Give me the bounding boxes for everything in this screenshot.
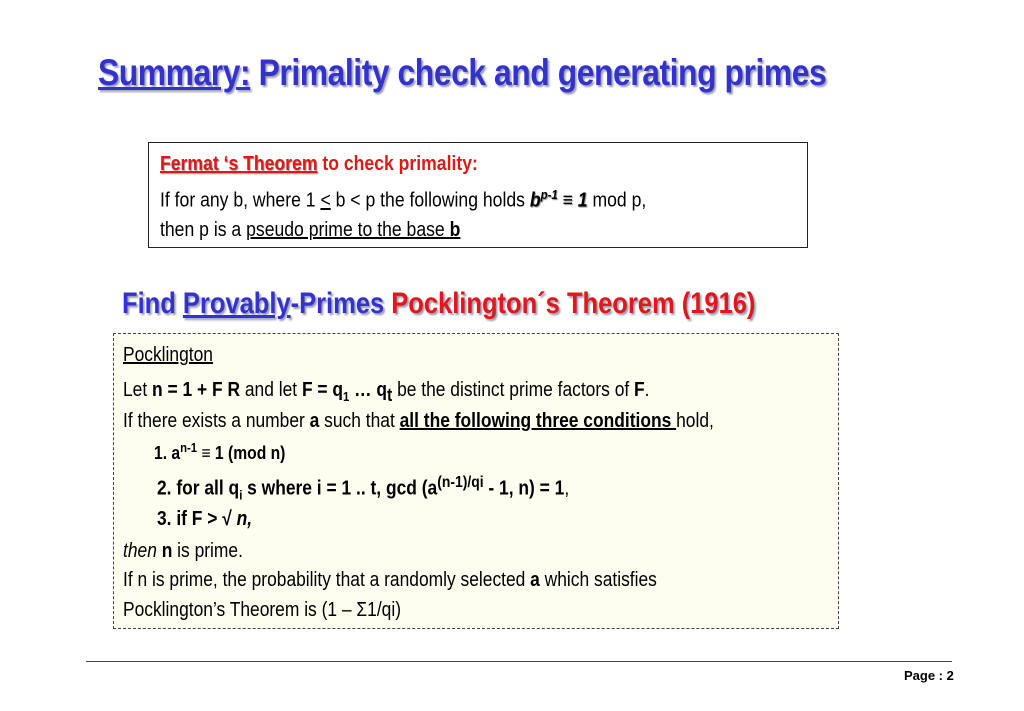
fermat-line1-pre: If for any b, where 1 bbox=[160, 189, 321, 212]
fermat-b: b bbox=[529, 189, 541, 212]
exists-a: a bbox=[309, 410, 320, 432]
let-line bbox=[123, 379, 650, 406]
let-subt: t bbox=[387, 385, 393, 405]
title-main: Primality check and generating primes bbox=[250, 52, 827, 93]
let-mid: and let bbox=[240, 379, 302, 401]
fermat-title: Fermat ‘s Theorem bbox=[160, 153, 318, 175]
c1-rest: ≡ 1 (mod n) bbox=[197, 443, 286, 463]
pocklington-title: Pocklington bbox=[123, 344, 213, 366]
prob-a: a bbox=[530, 569, 540, 591]
section-heading bbox=[122, 287, 755, 321]
heading-pocklington: Pocklington´s Theorem (1916) bbox=[391, 287, 756, 320]
c2-pre: 2. for all q bbox=[157, 477, 240, 500]
let-sub1: 1 bbox=[343, 389, 350, 404]
c3-n: n, bbox=[236, 508, 253, 530]
let-F2: F bbox=[634, 379, 645, 401]
title-summary: Summary: bbox=[98, 52, 251, 93]
prob-end: which satisfies bbox=[539, 569, 657, 591]
fermat-heading bbox=[160, 153, 478, 176]
exists-end: hold, bbox=[676, 410, 714, 432]
fermat-line2-u: pseudo prime to the base bbox=[246, 219, 450, 241]
then-n: n bbox=[156, 540, 173, 562]
let-F: F = q bbox=[301, 379, 344, 401]
let-end: be the distinct prime factors of bbox=[392, 379, 635, 401]
probability-formula: Pocklington’s Theorem is (1 – Σ1/qi) bbox=[123, 599, 402, 621]
footer-divider bbox=[86, 661, 952, 662]
probability-line bbox=[123, 569, 657, 592]
heading-provably: Provably bbox=[182, 287, 291, 320]
condition-1 bbox=[154, 440, 285, 464]
page-number: Page : 2 bbox=[904, 668, 954, 683]
fermat-le: < bbox=[320, 189, 331, 212]
c1-sup: n-1 bbox=[180, 440, 198, 455]
let-dot: . bbox=[644, 379, 650, 401]
fermat-mod: mod p, bbox=[587, 189, 647, 212]
exists-line bbox=[123, 410, 714, 433]
fermat-congruent: ≡ 1 bbox=[557, 189, 588, 212]
fermat-line1-mid: b < p the following holds bbox=[330, 189, 530, 212]
let-pre: Let bbox=[123, 379, 153, 401]
let-dots: … q bbox=[349, 379, 388, 401]
fermat-base-b: b bbox=[449, 219, 461, 241]
exists-pre: If there exists a number bbox=[123, 410, 310, 432]
c2-sub: i bbox=[239, 487, 243, 503]
fermat-exp: p-1 bbox=[540, 187, 558, 202]
then-rest: is prime. bbox=[172, 540, 243, 562]
fermat-conclusion bbox=[160, 219, 460, 242]
condition-3 bbox=[157, 508, 252, 531]
fermat-box bbox=[148, 142, 808, 248]
c1-num: 1. a bbox=[154, 443, 181, 463]
pocklington-box bbox=[113, 333, 839, 629]
exists-conditions: all the following three conditions bbox=[399, 410, 677, 432]
c2-mid: s where i = 1 .. t, gcd (a bbox=[242, 477, 438, 500]
c2-end: - 1, n) = 1 bbox=[483, 477, 565, 500]
fermat-title-rest: to check primality: bbox=[317, 153, 478, 175]
heading-find: Find bbox=[122, 287, 183, 320]
condition-2 bbox=[157, 474, 569, 503]
slide-title bbox=[98, 52, 826, 94]
fermat-pseudo-prime bbox=[246, 219, 460, 241]
fermat-condition bbox=[160, 187, 646, 213]
fermat-line2-pre: then p is a bbox=[160, 219, 247, 241]
then-word: then bbox=[123, 540, 157, 562]
prob-pre: If n is prime, the probability that a randomly selected bbox=[123, 569, 531, 591]
let-eq: n = 1 + F R bbox=[152, 379, 241, 401]
c3-text: 3. if F > √ bbox=[157, 508, 237, 530]
heading-primes: -Primes bbox=[290, 287, 392, 320]
c2-comma: , bbox=[564, 477, 570, 500]
exists-mid: such that bbox=[319, 410, 400, 432]
then-line bbox=[123, 540, 243, 563]
c2-sup: (n-1)/qi bbox=[437, 474, 484, 491]
